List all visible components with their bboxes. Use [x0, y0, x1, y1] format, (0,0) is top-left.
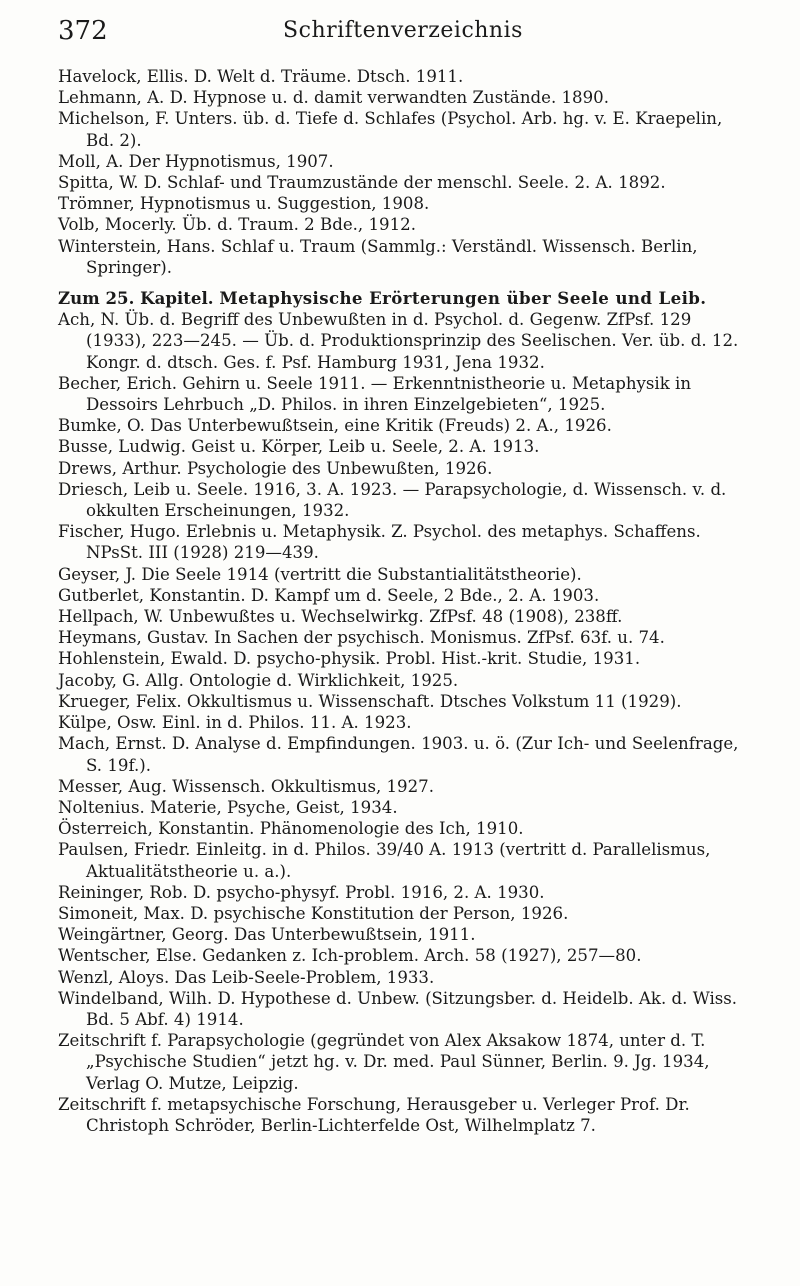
bibliography-entry: Moll, A. Der Hypnotismus, 1907.	[58, 151, 334, 171]
bibliography-entry: Österreich, Konstantin. Phänomenologie des Ich, 1910.	[58, 819, 524, 839]
bibliography-entry: Paulsen, Friedr. Einleitg. in d. Philos. 39/40 A. 1913 (vertritt d. Parallelismus, Aktualitätstheorie u. a.).	[58, 840, 711, 881]
bibliography-entry: Busse, Ludwig. Geist u. Körper, Leib u. Seele, 2. A. 1913.	[58, 437, 540, 457]
bibliography-entry: Volb, Mocerly. Üb. d. Traum. 2 Bde., 1912.	[58, 215, 416, 235]
bibliography-entry: Gutberlet, Konstantin. D. Kampf um d. Seele, 2 Bde., 2. A. 1903.	[58, 585, 600, 605]
bibliography-entry: Reininger, Rob. D. psycho-physyf. Probl. 1916, 2. A. 1930.	[58, 882, 545, 902]
bibliography	[58, 66, 748, 1136]
running-head: Schriftenverzeichnis	[283, 18, 523, 43]
bibliography-entry: Winterstein, Hans. Schlaf u. Traum (Sammlg.: Verständl. Wissensch. Berlin, Springer).	[58, 236, 698, 277]
bibliography-entry: Külpe, Osw. Einl. in d. Philos. 11. A. 1923.	[58, 713, 412, 733]
bibliography-entry: Jacoby, G. Allg. Ontologie d. Wirklichkeit, 1925.	[58, 670, 459, 690]
bibliography-entry: Hellpach, W. Unbewußtes u. Wechselwirkg. ZfPsf. 48 (1908), 238ff.	[58, 607, 623, 627]
bibliography-entry: Bumke, O. Das Unterbewußtsein, eine Kritik (Freuds) 2. A., 1926.	[58, 416, 612, 436]
section-heading-title: Metaphysische Erörterungen über Seele und Leib.	[219, 288, 707, 309]
bibliography-entry: Havelock, Ellis. D. Welt d. Träume. Dtsch. 1911.	[58, 67, 464, 86]
bibliography-entry: Drews, Arthur. Psychologie des Unbewußten, 1926.	[58, 458, 493, 478]
bibliography-entry: Zeitschrift f. metapsychische Forschung, Herausgeber u. Verleger Prof. Dr. Christoph Schröder, Berlin-Lichterfelde Ost, Wilhelmplatz 7.	[58, 1094, 690, 1135]
bibliography-entry: Simoneit, Max. D. psychische Konstitution der Person, 1926.	[58, 903, 569, 923]
bibliography-entry: Zeitschrift f. Parapsychologie (gegründet von Alex Aksakow 1874, unter d. T. „Psychische Studien“ jetzt hg. v. Dr. med. Paul Sünner, Berlin. 9. Jg. 1934, Verlag O. Mutze, Leipzig.	[58, 1031, 710, 1093]
bibliography-entry: Noltenius. Materie, Psyche, Geist, 1934.	[58, 797, 398, 817]
page-number: 372	[58, 16, 108, 46]
bibliography-entry: Heymans, Gustav. In Sachen der psychisch. Monismus. ZfPsf. 63f. u. 74.	[58, 628, 665, 648]
bibliography-entry: Michelson, F. Unters. üb. d. Tiefe d. Schlafes (Psychol. Arb. hg. v. E. Kraepelin, Bd. 2).	[58, 109, 723, 150]
bibliography-entry: Hohlenstein, Ewald. D. psycho-physik. Probl. Hist.-krit. Studie, 1931.	[58, 649, 641, 669]
bibliography-entry: Wenzl, Aloys. Das Leib-Seele-Problem, 1933.	[58, 967, 435, 987]
bibliography-entry: Geyser, J. Die Seele 1914 (vertritt die Substantialitätstheorie).	[58, 564, 582, 584]
bibliography-entry: Lehmann, A. D. Hypnose u. d. damit verwandten Zustände. 1890.	[58, 88, 609, 108]
entry-list-chapter-25	[58, 309, 748, 1136]
bibliography-entry: Fischer, Hugo. Erlebnis u. Metaphysik. Z. Psychol. des metaphys. Schaffens. NPsSt. III (1928) 219—439.	[58, 522, 701, 563]
bibliography-entry: Wentscher, Else. Gedanken z. Ich-problem. Arch. 58 (1927), 257—80.	[58, 946, 642, 966]
section-heading	[58, 288, 748, 309]
bibliography-entry: Mach, Ernst. D. Analyse d. Empfindungen. 1903. u. ö. (Zur Ich- und Seelenfrage, S. 19f.).	[58, 734, 739, 775]
section-heading-prefix: Zum 25. Kapitel.	[58, 288, 214, 309]
bibliography-entry: Krueger, Felix. Okkultismus u. Wissenschaft. Dtsches Volkstum 11 (1929).	[58, 691, 682, 711]
bibliography-entry: Becher, Erich. Gehirn u. Seele 1911. — Erkenntnistheorie u. Metaphysik in Dessoirs Lehrbuch „D. Philos. in ihren Einzelgebieten“, 1925.	[58, 373, 692, 415]
bibliography-entry: Driesch, Leib u. Seele. 1916, 3. A. 1923. — Parapsychologie, d. Wissensch. v. d. okkulten Erscheinungen, 1932.	[58, 479, 727, 521]
entry-list-chapter-24	[58, 66, 748, 278]
bibliography-entry: Spitta, W. D. Schlaf- und Traumzustände der menschl. Seele. 2. A. 1892.	[58, 173, 666, 193]
bibliography-entry: Trömner, Hypnotismus u. Suggestion, 1908.	[58, 194, 430, 214]
bibliography-entry: Weingärtner, Georg. Das Unterbewußtsein, 1911.	[58, 925, 476, 945]
bibliography-entry: Messer, Aug. Wissensch. Okkultismus, 1927.	[58, 776, 435, 796]
page-header	[58, 16, 748, 50]
bibliography-entry: Ach, N. Üb. d. Begriff des Unbewußten in d. Psychol. d. Gegenw. ZfPsf. 129 (1933), 223—245. — Üb. d. Produktionsprinzip des Seelischen. Ver. üb. d. 12. Kongr. d. dtsch. Ges. f. Psf. Hamburg 1931, Jena 1932.	[58, 310, 739, 372]
bibliography-entry: Windelband, Wilh. D. Hypothese d. Unbew. (Sitzungsber. d. Heidelb. Ak. d. Wiss. Bd. 5 Abf. 4) 1914.	[58, 988, 738, 1029]
